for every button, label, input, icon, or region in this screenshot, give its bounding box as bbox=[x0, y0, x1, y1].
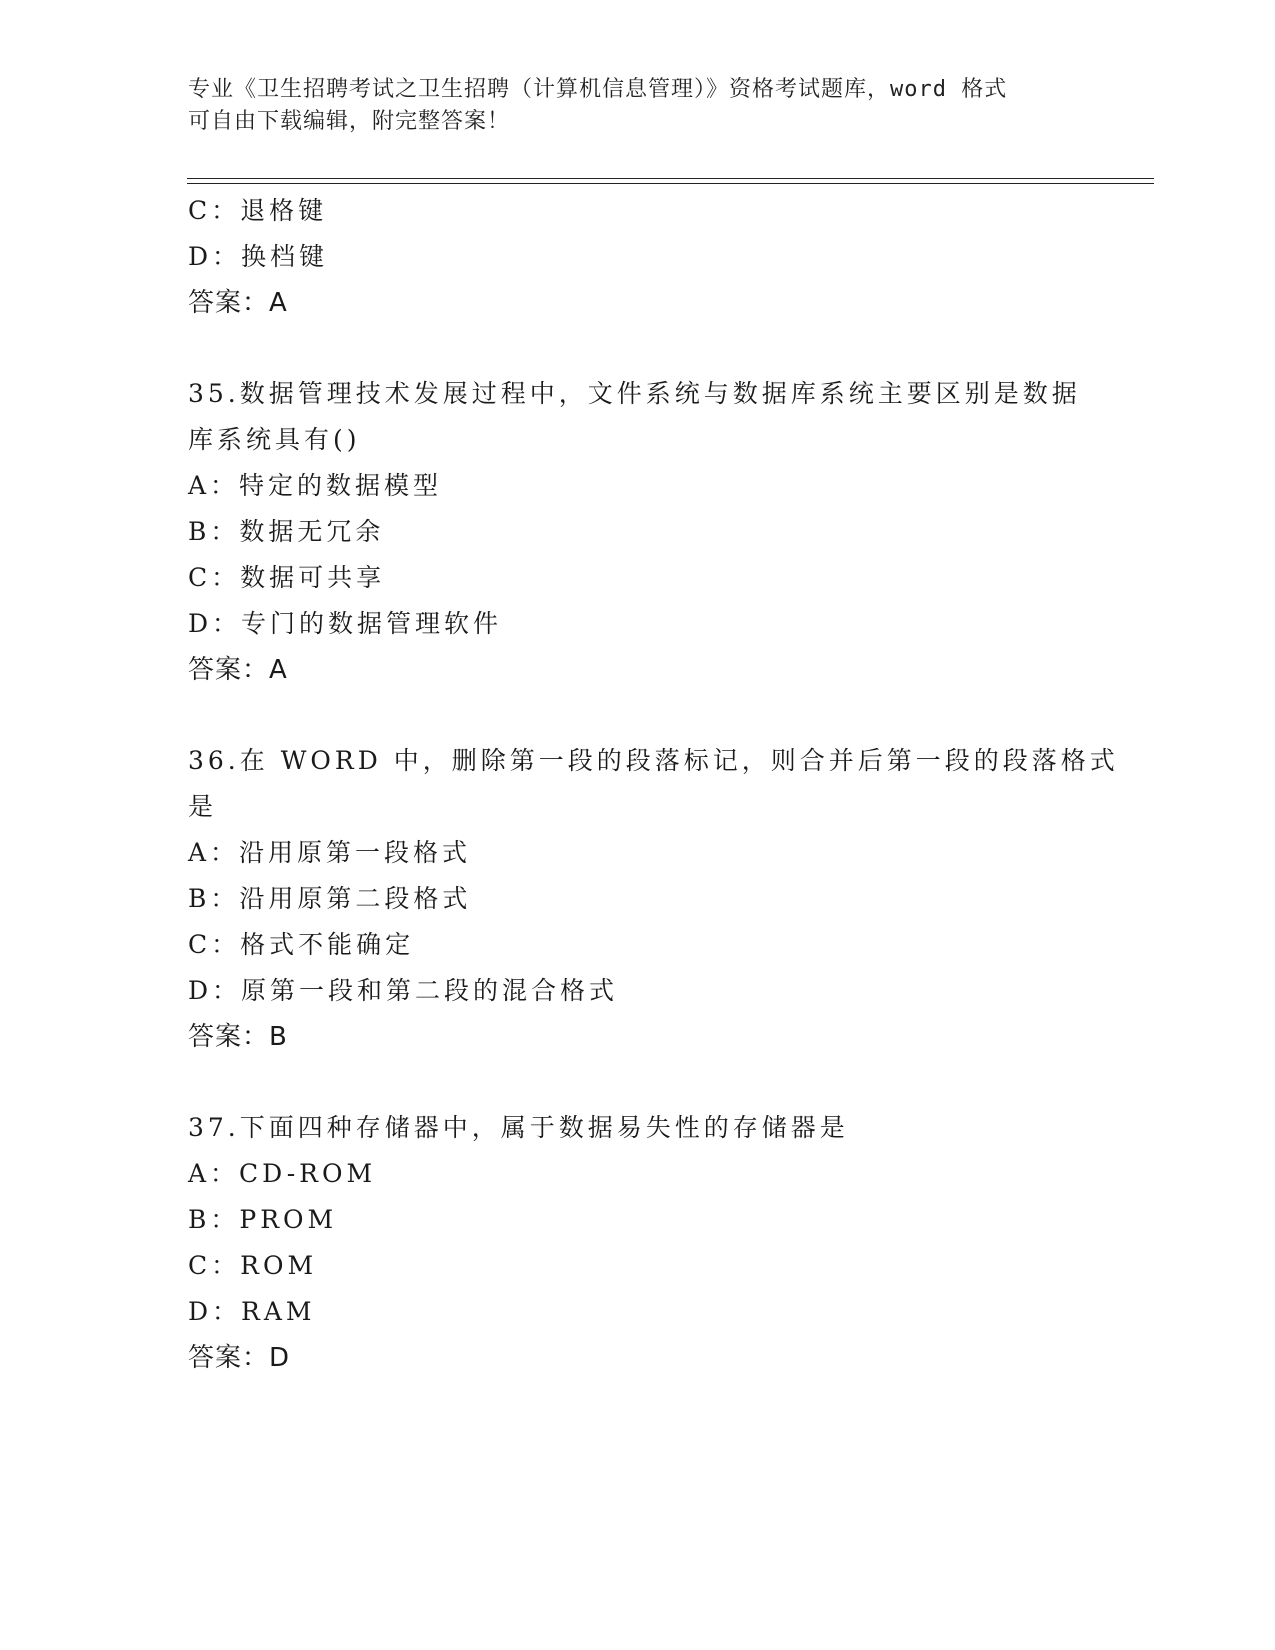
answer-line: 答案：D bbox=[188, 1343, 291, 1373]
header-divider-bottom bbox=[187, 183, 1154, 184]
option-c: C：格式不能确定 bbox=[188, 930, 415, 959]
option-d: D：换档键 bbox=[188, 242, 329, 271]
question-stem-line: 35.数据管理技术发展过程中，文件系统与数据库系统主要区别是数据 bbox=[188, 379, 1081, 408]
question-block-37 bbox=[188, 1105, 1088, 1381]
option-c: C：退格键 bbox=[188, 196, 328, 225]
option-d: D：原第一段和第二段的混合格式 bbox=[188, 976, 619, 1005]
answer-line: 答案：A bbox=[188, 288, 288, 318]
option-a: A：沿用原第一段格式 bbox=[188, 838, 472, 867]
prev-question-block bbox=[188, 188, 1088, 326]
header-divider-top bbox=[187, 178, 1154, 179]
option-b: B：数据无冗余 bbox=[188, 517, 385, 546]
option-c: C：数据可共享 bbox=[188, 563, 386, 592]
question-stem-line: 是 bbox=[188, 792, 218, 821]
option-d: D：RAM bbox=[188, 1297, 316, 1326]
spacer bbox=[188, 326, 1088, 371]
option-b: B：沿用原第二段格式 bbox=[188, 884, 472, 913]
header-title-line-1: 专业《卫生招聘考试之卫生招聘（计算机信息管理）》资格考试题库，word 格式 bbox=[188, 77, 1008, 102]
question-block-36 bbox=[188, 738, 1119, 1060]
question-stem-line: 库系统具有() bbox=[188, 425, 361, 454]
question-block-35 bbox=[188, 371, 1088, 693]
header-title-line-2: 可自由下载编辑，附完整答案！ bbox=[188, 109, 511, 134]
option-d: D：专门的数据管理软件 bbox=[188, 609, 503, 638]
option-a: A：CD-ROM bbox=[188, 1159, 377, 1188]
answer-line: 答案：A bbox=[188, 655, 288, 685]
spacer bbox=[188, 1060, 1088, 1105]
question-content bbox=[188, 188, 1119, 1381]
option-b: B：PROM bbox=[188, 1205, 338, 1234]
spacer bbox=[188, 693, 1088, 738]
question-stem-line: 36.在 WORD 中，删除第一段的段落标记，则合并后第一段的段落格式 bbox=[188, 746, 1119, 775]
page-header bbox=[188, 74, 1088, 138]
question-stem-line: 37.下面四种存储器中，属于数据易失性的存储器是 bbox=[188, 1113, 849, 1142]
option-a: A：特定的数据模型 bbox=[188, 471, 443, 500]
answer-line: 答案：B bbox=[188, 1022, 288, 1052]
option-c: C：ROM bbox=[188, 1251, 318, 1280]
